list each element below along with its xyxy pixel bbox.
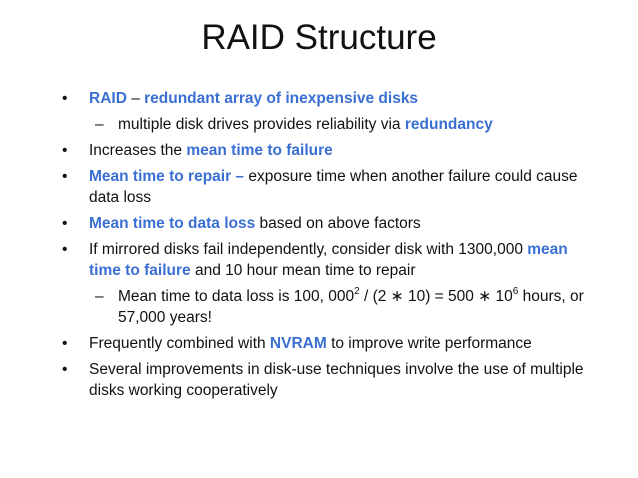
bullet-item bbox=[62, 333, 602, 354]
text-run: multiple disk drives provides reliability via bbox=[118, 116, 405, 133]
text-run: hours, or 57,000 years! bbox=[118, 288, 584, 326]
bullet-item bbox=[62, 140, 602, 161]
text-run: Increases the bbox=[89, 142, 187, 159]
bullet-list bbox=[62, 88, 602, 406]
bullet-marker: • bbox=[62, 215, 68, 232]
dash-marker: – bbox=[95, 288, 104, 305]
text-run: / (2 ∗ 10) = 500 ∗ 10 bbox=[359, 288, 513, 305]
text-run: If mirrored disks fail independently, consider disk with 1300,000 bbox=[89, 241, 528, 258]
sub-bullet-item bbox=[62, 286, 602, 328]
sub-bullet-item bbox=[62, 114, 602, 135]
superscript: 2 bbox=[354, 285, 360, 297]
text-run: exposure time when another failure could cause data loss bbox=[89, 168, 578, 206]
text-run: Mean time to data loss is 100, 000 bbox=[118, 288, 355, 305]
highlighted-term: Mean time to repair – bbox=[89, 168, 249, 185]
text-run: Several improvements in disk-use techniques involve the use of multiple disks working cooperatively bbox=[89, 361, 584, 399]
bullet-marker: • bbox=[62, 142, 68, 159]
highlighted-term: redundancy bbox=[404, 116, 493, 133]
bullet-marker: • bbox=[62, 241, 68, 258]
bullet-marker: • bbox=[62, 90, 68, 107]
bullet-marker: • bbox=[62, 168, 68, 185]
bullet-item bbox=[62, 88, 602, 109]
dash-marker: – bbox=[95, 116, 104, 133]
text-run: to improve write performance bbox=[326, 335, 532, 352]
bullet-item bbox=[62, 359, 602, 401]
text-run: – bbox=[126, 90, 145, 107]
highlighted-term: NVRAM bbox=[269, 335, 327, 352]
text-run: based on above factors bbox=[255, 215, 421, 232]
slide-title: RAID Structure bbox=[201, 18, 437, 57]
bullet-item bbox=[62, 213, 602, 234]
bullet-marker: • bbox=[62, 361, 68, 378]
bullet-item bbox=[62, 239, 602, 281]
text-run: Frequently combined with bbox=[89, 335, 270, 352]
bullet-item bbox=[62, 166, 602, 208]
text-run: and 10 hour mean time to repair bbox=[190, 262, 416, 279]
highlighted-term: mean time to failure bbox=[186, 142, 333, 159]
superscript: 6 bbox=[512, 285, 519, 297]
highlighted-term: redundant array of inexpensive disks bbox=[144, 90, 419, 107]
highlighted-term: mean time to failure bbox=[89, 241, 568, 279]
bullet-marker: • bbox=[62, 335, 68, 352]
highlighted-term: Mean time to data loss bbox=[89, 215, 256, 232]
highlighted-term: RAID bbox=[89, 90, 127, 107]
